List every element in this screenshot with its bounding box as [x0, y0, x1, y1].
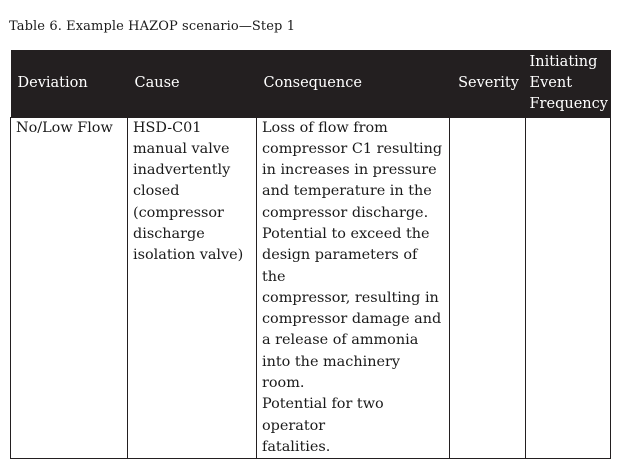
- table-caption: Table 6. Example HAZOP scenario—Step 1: [9, 19, 296, 34]
- hazop-table: [10, 50, 611, 459]
- cell-deviation: No/Low Flow: [11, 117, 128, 459]
- cell-initiating-event-frequency: [526, 117, 611, 459]
- header-deviation: Deviation: [17, 74, 88, 91]
- header-consequence: Consequence: [263, 74, 362, 91]
- table-row: [11, 117, 611, 459]
- cell-cause: HSD-C01 manual valve inadvertently closed (compressor discharge isolation valve): [128, 117, 257, 459]
- cell-consequence: Loss of flow from compressor C1 resulting in increases in pressure and temperature in the compressor discharge. Potential to exceed the design parameters of the compressor, resulting in compressor damage and a release of ammonia into the machinery room. Potential for two operator fatalities.: [257, 117, 450, 459]
- table-header: [11, 50, 611, 117]
- header-severity: Severity: [458, 74, 519, 91]
- header-initiating-event-frequency: Initiating Event Frequency: [529, 53, 608, 112]
- cell-severity: [450, 117, 526, 459]
- table-body: [11, 117, 611, 459]
- header-row: [11, 50, 611, 117]
- header-cause: Cause: [134, 74, 180, 91]
